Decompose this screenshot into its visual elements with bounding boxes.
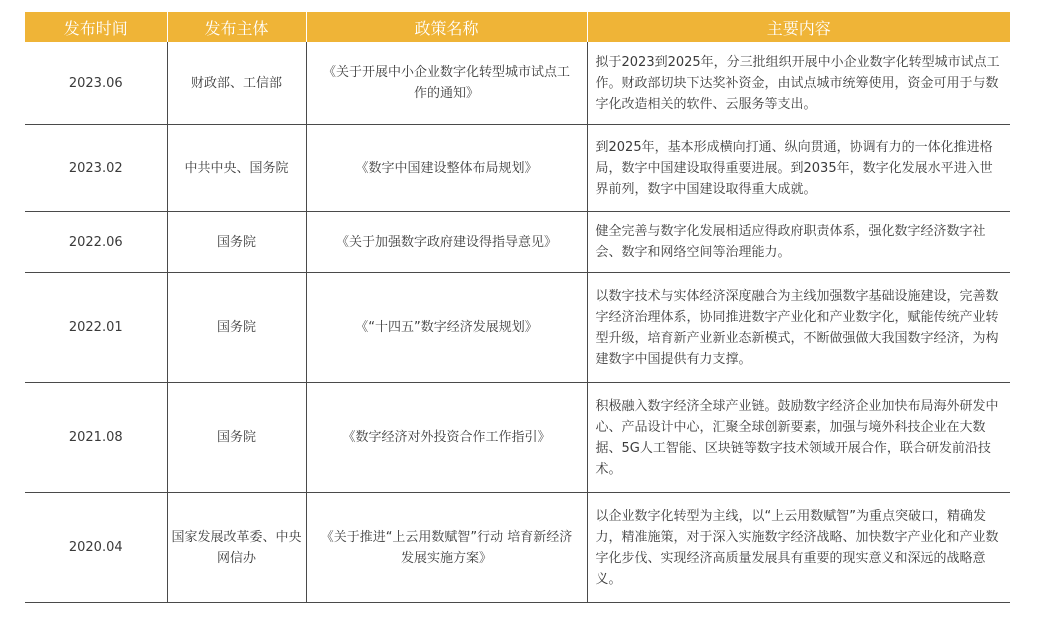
cell-content: 以数字技术与实体经济深度融合为主线加强数字基础设施建设，完善数字经济治理体系，协同推进数字产业化和产业数字化，赋能传统产业转型升级，培育新产业新业态新模式，不断做强做大我国数字经济，为构建数字中国提供有力支撑。 <box>587 273 1010 383</box>
cell-date: 2023.02 <box>25 125 167 212</box>
table-row <box>25 212 1010 273</box>
header-row <box>25 12 1010 42</box>
cell-policy-name: 《“十四五”数字经济发展规划》 <box>306 273 587 383</box>
cell-issuer: 国家发展改革委、中央网信办 <box>167 493 306 603</box>
cell-issuer: 财政部、工信部 <box>167 42 306 125</box>
table-row <box>25 383 1010 493</box>
cell-date: 2021.08 <box>25 383 167 493</box>
cell-date: 2020.04 <box>25 493 167 603</box>
table-body <box>25 42 1010 603</box>
header-main-content: 主要内容 <box>587 12 1010 42</box>
cell-policy-name: 《数字经济对外投资合作工作指引》 <box>306 383 587 493</box>
cell-content: 积极融入数字经济全球产业链。鼓励数字经济企业加快布局海外研发中心、产品设计中心，汇聚全球创新要素，加强与境外科技企业在大数据、5G人工智能、区块链等数字技术领域开展合作，联合研发前沿技术。 <box>587 383 1010 493</box>
cell-issuer: 国务院 <box>167 383 306 493</box>
table-row <box>25 125 1010 212</box>
cell-date: 2023.06 <box>25 42 167 125</box>
cell-policy-name: 《关于加强数字政府建设得指导意见》 <box>306 212 587 273</box>
cell-issuer: 中共中央、国务院 <box>167 125 306 212</box>
cell-issuer: 国务院 <box>167 212 306 273</box>
policy-table <box>25 12 1010 603</box>
cell-content: 以企业数字化转型为主线，以“上云用数赋智”为重点突破口，精确发力，精准施策，对于深入实施数字经济战略、加快数字产业化和产业数字化步伐、实现经济高质量发展具有重要的现实意义和深远的战略意义。 <box>587 493 1010 603</box>
table-row <box>25 493 1010 603</box>
cell-issuer: 国务院 <box>167 273 306 383</box>
header-policy-name: 政策名称 <box>306 12 587 42</box>
cell-policy-name: 《数字中国建设整体布局规划》 <box>306 125 587 212</box>
cell-policy-name: 《关于推进“上云用数赋智”行动 培育新经济发展实施方案》 <box>306 493 587 603</box>
header-issuer: 发布主体 <box>167 12 306 42</box>
header-date: 发布时间 <box>25 12 167 42</box>
table-row <box>25 42 1010 125</box>
cell-policy-name: 《关于开展中小企业数字化转型城市试点工作的通知》 <box>306 42 587 125</box>
table-row <box>25 273 1010 383</box>
cell-content: 到2025年，基本形成横向打通、纵向贯通，协调有力的一体化推进格局，数字中国建设取得重要进展。到2035年，数字化发展水平进入世界前列，数字中国建设取得重大成就。 <box>587 125 1010 212</box>
table-header <box>25 12 1010 42</box>
policy-table-container <box>25 12 1010 603</box>
cell-content: 健全完善与数字化发展相适应得政府职责体系，强化数字经济数字社会、数字和网络空间等治理能力。 <box>587 212 1010 273</box>
cell-date: 2022.06 <box>25 212 167 273</box>
cell-date: 2022.01 <box>25 273 167 383</box>
cell-content: 拟于2023到2025年，分三批组织开展中小企业数字化转型城市试点工作。财政部切块下达奖补资金，由试点城市统筹使用，资金可用于与数字化改造相关的软件、云服务等支出。 <box>587 42 1010 125</box>
